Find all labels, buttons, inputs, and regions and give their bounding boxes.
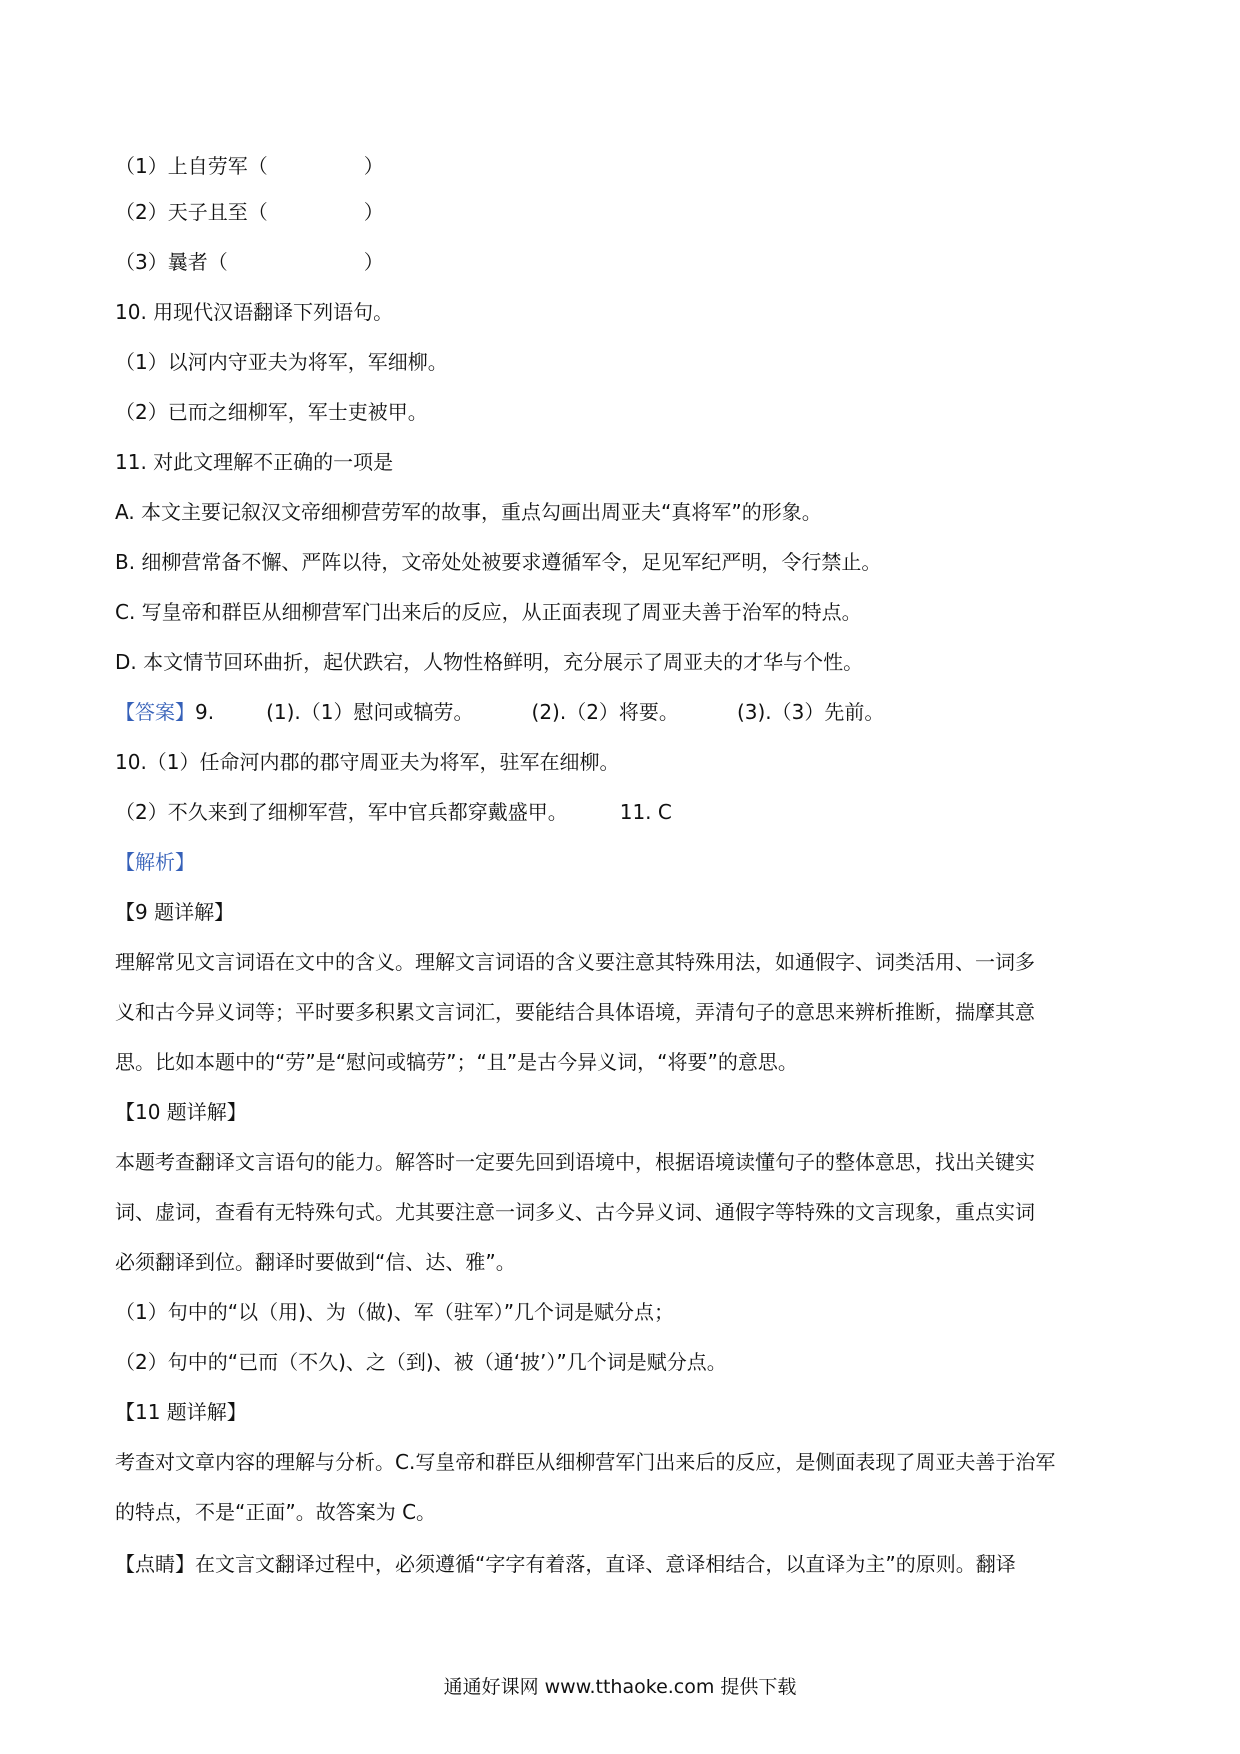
tip-tag: 【点睛】 xyxy=(115,1552,195,1576)
vocab-item-2 xyxy=(115,198,1135,226)
answer-q10-1: 10.（1）任命河内郡的郡守周亚夫为将军，驻军在细柳。 xyxy=(115,750,620,774)
answer-q9-item-1: (1).（1）慰问或犒劳。 xyxy=(266,700,474,724)
detail-10-line-2: 词、虚词，查看有无特殊句式。尤其要注意一词多义、古今异义词、通假字等特殊的文言现象，重点实词 xyxy=(115,1200,1035,1224)
q10-sentence-2: （2）已而之细柳军，军士吏被甲。 xyxy=(115,400,428,424)
vocab-item-2-post: 至（ xyxy=(227,200,268,224)
detail-10-note-2: （2）句中的“已而（不久)、之（到)、被（通‘披’）”几个词是赋分点。 xyxy=(115,1350,727,1374)
detail-10-line-3: 必须翻译到位。翻译时要做到“信、达、雅”。 xyxy=(115,1250,516,1274)
q11-option-c: C. 写皇帝和群臣从细柳营军门出来后的反应，从正面表现了周亚夫善于治军的特点。 xyxy=(115,600,862,624)
q10-stem: 10. 用现代汉语翻译下列语句。 xyxy=(115,300,394,324)
detail-9-line-2: 义和古今异义词等；平时要多积累文言词汇，要能结合具体语境，弄清句子的意思来辨析推断，揣摩其意 xyxy=(115,1000,1035,1024)
detail-10-line-1: 本题考查翻译文言语句的能力。解答时一定要先回到语境中，根据语境读懂句子的整体意思，找出关键实 xyxy=(115,1150,1035,1174)
vocab-item-1-post: 军（ xyxy=(227,154,268,178)
analysis-tag: 【解析】 xyxy=(115,850,195,874)
detail-9-line-3: 思。比如本题中的“劳”是“慰问或犒劳”；“且”是古今异义词，“将要”的意思。 xyxy=(115,1050,798,1074)
answer-tag: 【答案】 xyxy=(115,700,195,724)
vocab-item-3-close: ） xyxy=(363,250,384,274)
q11-option-d: D. 本文情节回环曲折，起伏跌宕，人物性格鲜明，充分展示了周亚夫的才华与个性。 xyxy=(115,650,864,674)
vocab-item-3-key-char: 曩 xyxy=(167,250,188,274)
page-footer: 通通好课网 www.tthaoke.com 提供下载 xyxy=(443,1676,797,1698)
detail-11-line-1: 考查对文章内容的理解与分析。C.写皇帝和群臣从细柳营军门出来后的反应，是侧面表现了周亚夫善于治军 xyxy=(115,1450,1056,1474)
vocab-item-2-close: ） xyxy=(363,200,384,224)
answer-q9-number: 9. xyxy=(195,700,215,724)
vocab-item-3-post: 者（ xyxy=(187,250,228,274)
tip-text: 在文言文翻译过程中，必须遵循“字字有着落，直译、意译相结合，以直译为主”的原则。翻译 xyxy=(195,1552,1016,1576)
vocab-item-2-key-char: 且 xyxy=(207,200,228,224)
tip-line xyxy=(115,1550,1135,1578)
detail-heading-10: 【10 题详解】 xyxy=(115,1100,247,1124)
detail-heading-11: 【11 题详解】 xyxy=(115,1400,247,1424)
answer-q11: 11. C xyxy=(619,800,672,824)
q10-sentence-1: （1）以河内守亚夫为将军，军细柳。 xyxy=(115,350,448,374)
vocab-item-1 xyxy=(115,152,1135,180)
answer-q9-item-3: (3).（3）先前。 xyxy=(736,700,885,724)
detail-10-note-1: （1）句中的“以（用)、为（做)、军（驻军）”几个词是赋分点； xyxy=(115,1300,675,1324)
vocab-item-1-close: ） xyxy=(363,154,384,178)
vocab-item-3-pre: （3） xyxy=(115,250,168,274)
vocab-item-2-pre: （2）天子 xyxy=(115,200,208,224)
detail-11-line-2: 的特点，不是“正面”。故答案为 C。 xyxy=(115,1500,437,1524)
answer-q9-item-2: (2).（2）将要。 xyxy=(531,700,679,724)
answer-q10-2: （2）不久来到了细柳军营，军中官兵都穿戴盛甲。 xyxy=(115,800,568,824)
answer-q10-2-line xyxy=(115,798,1135,826)
detail-heading-9: 【9 题详解】 xyxy=(115,900,235,924)
vocab-item-1-pre: （1）上自 xyxy=(115,154,208,178)
q11-stem: 11. 对此文理解不正确的一项是 xyxy=(115,450,394,474)
answer-line xyxy=(115,698,1135,726)
q11-option-b: B. 细柳营常备不懈、严阵以待，文帝处处被要求遵循军令，足见军纪严明，令行禁止。 xyxy=(115,550,882,574)
detail-9-line-1: 理解常见文言词语在文中的含义。理解文言词语的含义要注意其特殊用法，如通假字、词类活用、一词多 xyxy=(115,950,1035,974)
vocab-item-3 xyxy=(115,248,1135,276)
q11-option-a: A. 本文主要记叙汉文帝细柳营劳军的故事，重点勾画出周亚夫“真将军”的形象。 xyxy=(115,500,822,524)
vocab-item-1-key-char: 劳 xyxy=(207,154,228,178)
